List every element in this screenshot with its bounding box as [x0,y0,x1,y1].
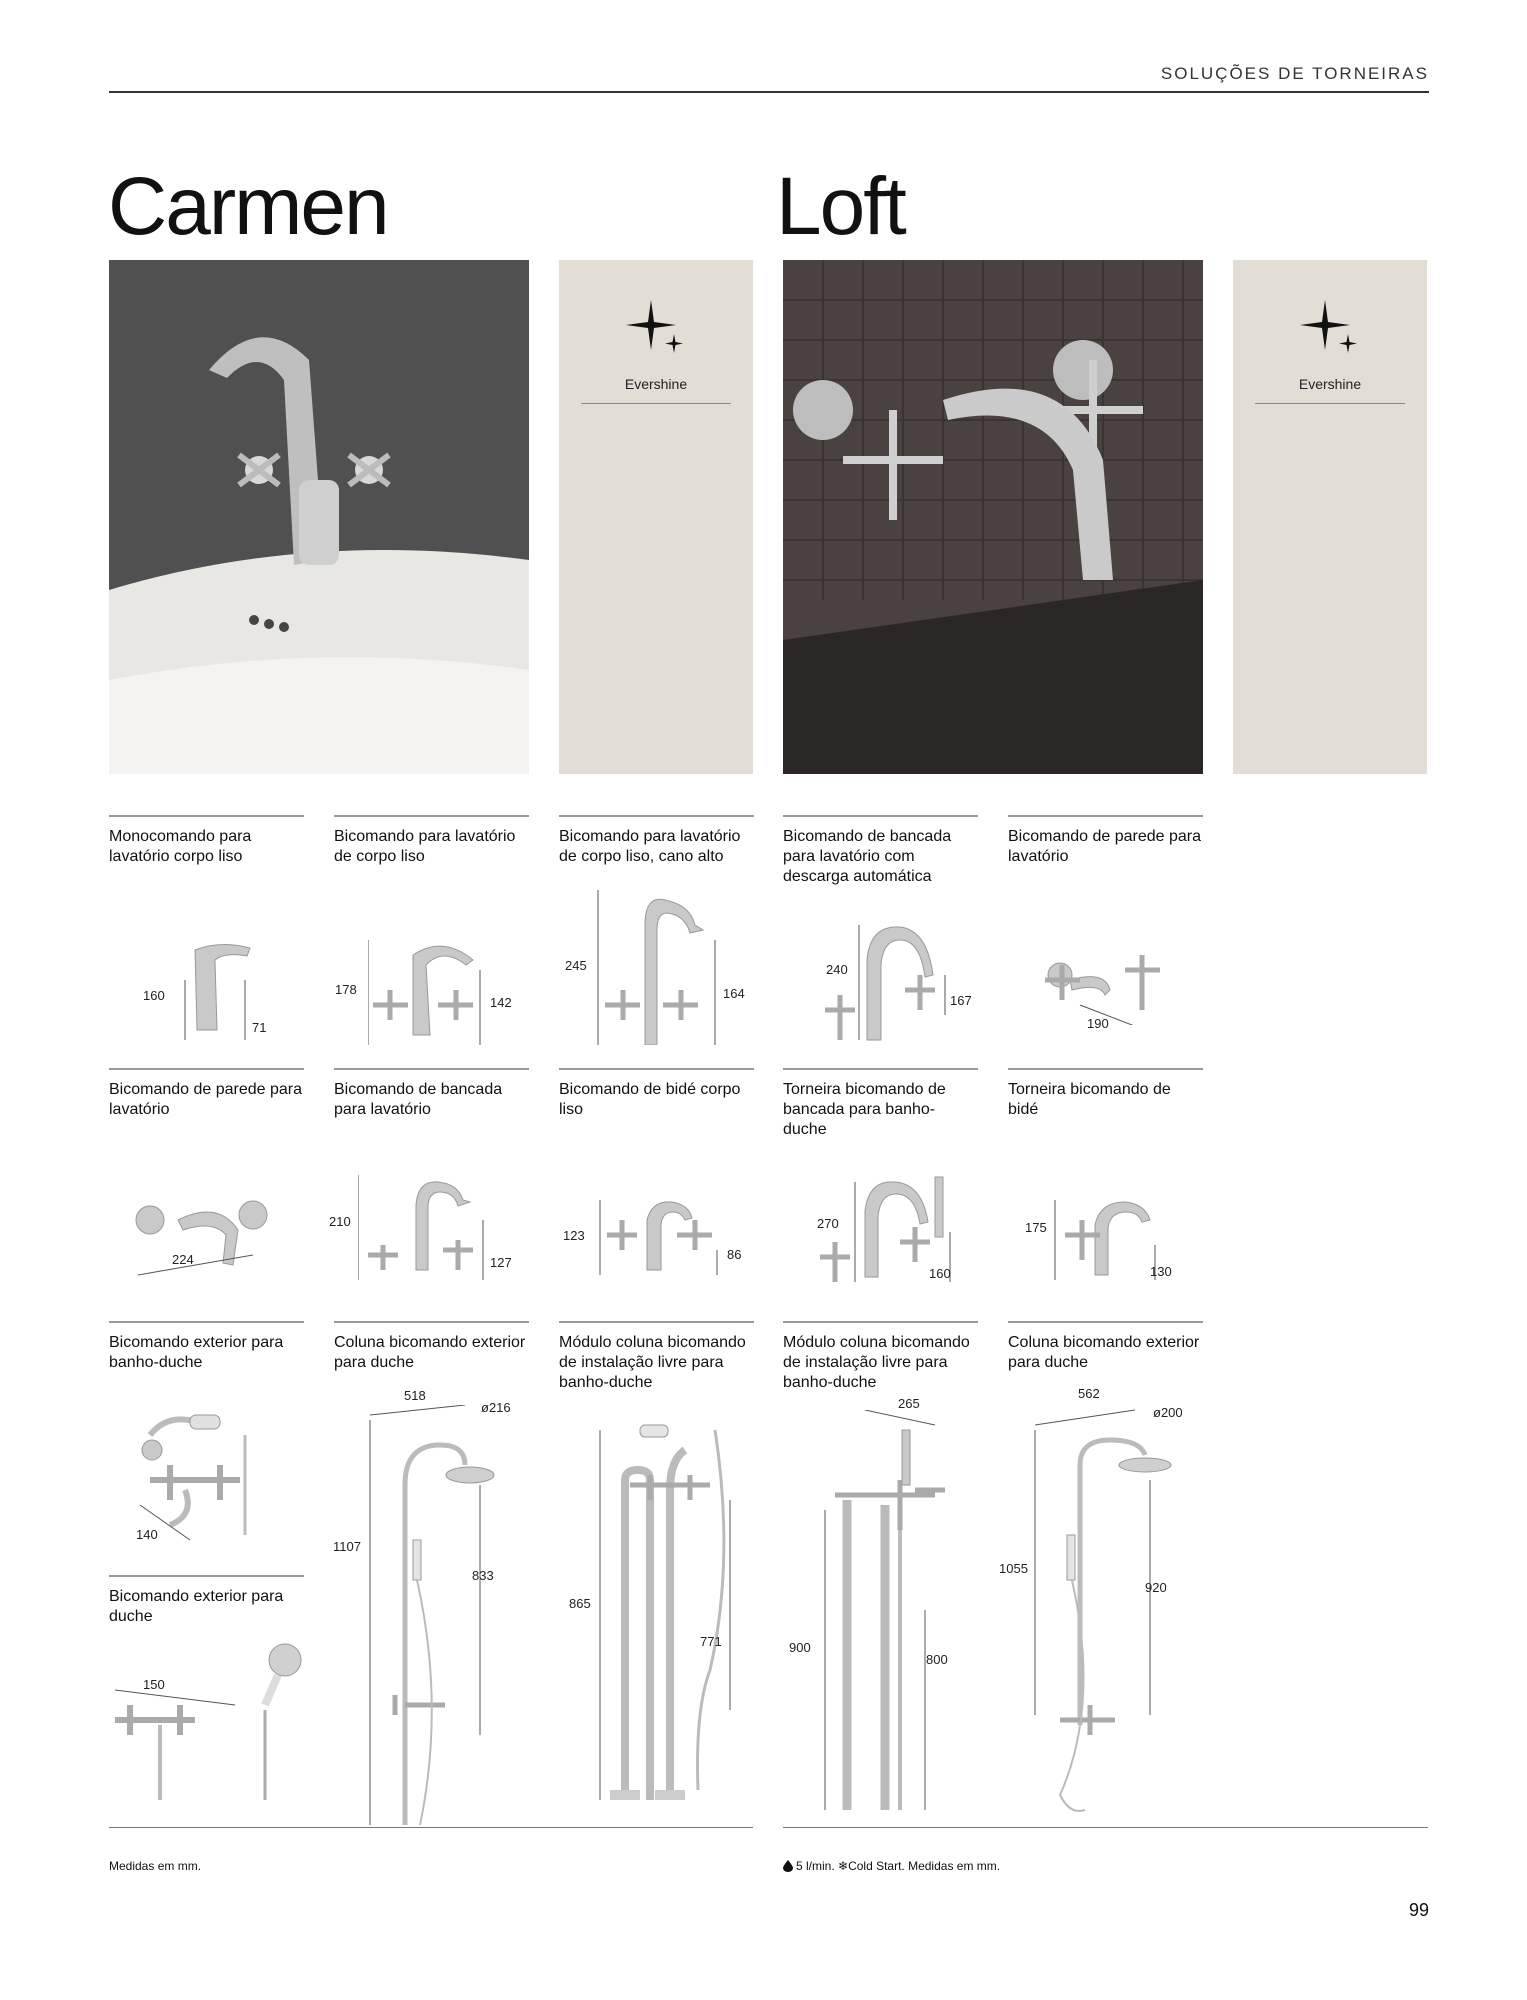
product-name: Bicomando para lavatório de corpo liso, cano alto [559,828,741,865]
dimension-label: ø216 [481,1400,511,1415]
product-image [1040,945,1170,1025]
dimension-label: 190 [1087,1016,1109,1031]
loft-hero-photo [783,260,1203,774]
product-name: Monocomando para lavatório corpo liso [109,828,252,865]
product-name: Módulo coluna bicomando de instalação livre para banho-duche [559,1334,746,1391]
dimension-label: 900 [789,1640,811,1655]
footnote-left: Medidas em mm. [109,1859,202,1873]
footer-divider-right [783,1827,1428,1828]
dimension-label: 771 [700,1634,722,1649]
product-card [1008,815,1203,867]
finish-label: Evershine [624,376,688,392]
card-divider [559,815,754,817]
card-divider [783,1068,978,1070]
product-name: Módulo coluna bicomando de instalação livre para banho-duche [783,1334,970,1391]
card-divider [334,1321,529,1323]
card-divider [559,1321,754,1323]
finish-label: Evershine [1298,376,1362,392]
page-number: 99 [1408,1900,1429,1920]
dimension-label: 127 [490,1255,512,1270]
product-name: Bicomando de parede para lavatório [1008,828,1202,865]
product-card [783,1321,978,1393]
card-divider [109,1575,304,1577]
product-card [334,1068,529,1120]
card-divider [559,1068,754,1070]
dimension-label: 130 [1150,1264,1172,1279]
section-title: SOLUÇÕES DE TORNEIRAS [1160,64,1429,83]
dimension-label: 224 [172,1252,194,1267]
header-divider [109,91,1429,93]
dimension-label: 178 [335,982,357,997]
product-name: Coluna bicomando exterior para duche [1008,1334,1200,1371]
product-image [128,1185,288,1280]
product-name: Torneira bicomando de bidé [1008,1081,1171,1118]
product-name: Bicomando de bancada para lavatório com descarga automática [783,828,952,885]
card-divider [109,1068,304,1070]
dimension-label: 518 [404,1388,426,1403]
product-card [559,815,754,867]
dimension-label: 175 [1025,1220,1047,1235]
dimension-label: 1107 [333,1539,361,1554]
product-card [559,1321,754,1393]
product-name: Torneira bicomando de bancada para banho-duche [783,1081,946,1138]
card-divider [334,1068,529,1070]
dimension-label: 160 [143,988,165,1003]
carmen-finish-panel [559,260,753,774]
dimension-label: 865 [569,1596,591,1611]
dimension-label: ø200 [1153,1405,1183,1420]
product-image [815,915,955,1045]
series-title-loft: Loft [776,161,905,252]
sparkle-icon [1300,298,1360,358]
product-card [559,1068,754,1120]
product-image [590,1410,750,1805]
product-image [595,885,725,1045]
water-drop-icon [783,1860,793,1872]
dimension-label: 800 [926,1652,948,1667]
product-card [334,815,529,867]
card-divider [783,1321,978,1323]
dimension-label: 270 [817,1216,839,1231]
dimension-label: 167 [950,993,972,1008]
dimension-label: 245 [565,958,587,973]
product-image [358,1170,488,1280]
product-name: Bicomando exterior para banho-duche [109,1334,284,1371]
card-divider [109,815,304,817]
product-name: Coluna bicomando exterior para duche [334,1334,526,1371]
card-divider [1008,1321,1203,1323]
finish-divider [581,403,731,404]
product-card [783,1068,978,1140]
dimension-label: 164 [723,986,745,1001]
product-card [334,1321,529,1373]
product-name: Bicomando para lavatório de corpo liso [334,828,516,865]
product-card [1008,1068,1203,1120]
product-card [109,1575,304,1627]
product-image [368,935,488,1045]
product-image [815,1410,965,1810]
product-name: Bicomando de bidé corpo liso [559,1081,741,1118]
product-image [1030,1405,1190,1825]
dimension-label: 240 [826,962,848,977]
dimension-label: 562 [1078,1386,1100,1401]
dimension-label: 86 [727,1247,742,1262]
dimension-label: 210 [329,1214,351,1229]
product-name: Bicomando exterior para duche [109,1588,284,1625]
dimension-label: 142 [490,995,512,1010]
card-divider [109,1321,304,1323]
dimension-label: 160 [929,1266,951,1281]
card-divider [334,815,529,817]
card-divider [1008,1068,1203,1070]
footer-divider-left [109,1827,753,1828]
card-divider [1008,815,1203,817]
card-divider [783,815,978,817]
carmen-hero-photo [109,260,529,774]
dimension-label: 123 [563,1228,585,1243]
series-title-carmen: Carmen [108,161,388,252]
dimension-label: 71 [252,1020,267,1035]
product-card [109,815,304,867]
dimension-label: 1055 [999,1561,1028,1576]
loft-finish-panel [1233,260,1427,774]
dimension-label: 150 [143,1677,165,1692]
dimension-label: 833 [472,1568,494,1583]
product-card [1008,1321,1203,1373]
product-name: Bicomando de bancada para lavatório [334,1081,503,1118]
sparkle-icon [626,298,686,358]
product-name: Bicomando de parede para lavatório [109,1081,303,1118]
dimension-label: 920 [1145,1580,1167,1595]
product-card [783,815,978,887]
footnote-right [783,1859,1000,1873]
dimension-label: 265 [898,1396,920,1411]
product-image [110,1640,310,1800]
product-card [109,1321,304,1373]
product-card [109,1068,304,1120]
product-image [365,1405,505,1825]
finish-divider [1255,403,1405,404]
dimension-label: 140 [136,1527,158,1542]
product-image [597,1190,727,1280]
footnote-right-text: 5 l/min. ❄Cold Start. Medidas em mm. [796,1859,1001,1873]
